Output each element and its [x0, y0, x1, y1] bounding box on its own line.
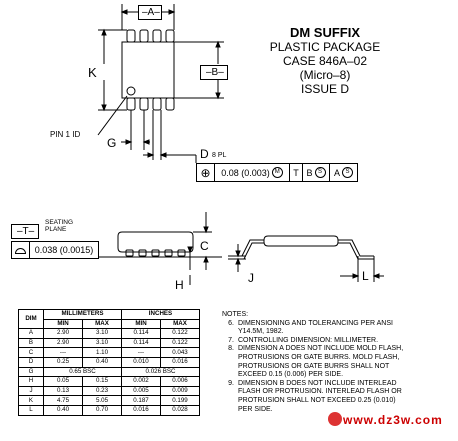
table-row: L 0.40 0.70 0.016 0.028 — [19, 405, 200, 415]
note-line: EXCEED 0.15 (0.006) PER SIDE. — [238, 371, 344, 379]
bottom-pin — [153, 98, 161, 110]
rfs-modifier-icon: S — [315, 167, 326, 178]
table-row: K 4.75 5.05 0.187 0.199 — [19, 396, 200, 406]
table-subheader-row — [19, 319, 200, 329]
dimensions-table — [18, 309, 200, 416]
watermark-logo-icon — [328, 412, 342, 426]
flatness-frame — [11, 241, 99, 259]
note-line: FLASH OR PROTRUSION. INTERLEAD FLASH OR — [238, 388, 402, 396]
top-pin — [127, 30, 135, 42]
dim-h-label: H — [175, 278, 184, 292]
table-row: D 0.25 0.40 0.010 0.016 — [19, 357, 200, 367]
note-line: 7. CONTROLLING DIMENSION: MILLIMETER. — [228, 336, 379, 344]
datum-t-box — [11, 224, 39, 239]
col-dim-header: DIM — [19, 310, 44, 329]
flatness-value: 0.038 (0.0015) — [29, 242, 98, 258]
table-header-row — [19, 310, 200, 320]
dim-l-label: L — [362, 269, 369, 283]
table-row: J 0.13 0.23 0.005 0.009 — [19, 386, 200, 396]
col-mm-header: MILLIMETERS — [44, 310, 122, 320]
note-line: Y14.5M, 1982. — [238, 328, 284, 336]
mmc-modifier-icon: M — [272, 167, 283, 178]
datum-b-ref: B — [306, 167, 313, 178]
note-line: PROTRUSIONS OR GATE BURRS. MOLD FLASH, — [238, 353, 400, 361]
datum-a-label: –A– — [142, 7, 160, 18]
dim-g-label: G — [107, 136, 117, 150]
pin1-id-label: PIN 1 ID — [50, 130, 81, 139]
dim-c-label: C — [200, 239, 209, 253]
dim-j-label: J — [248, 271, 254, 285]
case-number: CASE 846A–02 — [282, 54, 368, 68]
package-type: PLASTIC PACKAGE — [269, 40, 381, 54]
note-line: PROTRUSIONS OR GATE BURRS SHALL NOT — [238, 362, 390, 370]
rfs-modifier-icon: S — [342, 167, 353, 178]
datum-t-ref: T — [289, 164, 302, 181]
table-row: H 0.05 0.15 0.002 0.006 — [19, 377, 200, 387]
note-line: 6. DIMENSIONING AND TOLERANCING PER ANSI — [228, 319, 393, 327]
side-view-body — [118, 232, 193, 252]
note-line: 8. DIMENSION A DOES NOT INCLUDE MOLD FLASH, — [228, 345, 404, 353]
package-title-block — [250, 26, 400, 96]
dim-k-label: K — [88, 65, 97, 80]
bottom-pin — [127, 98, 135, 110]
table-row: B 2.90 3.10 0.114 0.122 — [19, 338, 200, 348]
dim-d-label: D — [200, 147, 209, 161]
bottom-pin — [166, 98, 174, 110]
col-in-header: INCHES — [122, 310, 200, 320]
position-tolerance-frame — [196, 163, 358, 182]
datum-b-label: –B– — [206, 67, 224, 78]
datum-a-box — [138, 5, 162, 20]
note-line: PER SIDE. — [238, 405, 273, 413]
top-pin — [153, 30, 161, 42]
notes-block — [222, 311, 403, 414]
top-view-body — [122, 42, 174, 98]
datum-b-box — [200, 65, 228, 80]
dim-d-count: 8 PL — [212, 152, 227, 159]
end-view-body — [264, 236, 338, 246]
seating-plane-label: SEATING PLANE — [45, 219, 74, 233]
position-tolerance-value: 0.08 (0.003) — [221, 167, 270, 178]
col-mm-min: MIN — [44, 319, 83, 329]
table-row: A 2.90 3.10 0.114 0.122 — [19, 329, 200, 339]
col-in-min: MIN — [122, 319, 161, 329]
flatness-icon — [15, 247, 26, 254]
bottom-pin — [140, 98, 148, 110]
position-icon: ⊕ — [200, 165, 211, 180]
top-pin — [166, 30, 174, 42]
table-row: C --- 1.10 --- 0.043 — [19, 348, 200, 358]
datum-t-label: –T– — [17, 226, 35, 237]
package-name: (Micro–8) — [299, 68, 351, 82]
table-row: G 0.65 BSC 0.026 BSC — [19, 367, 200, 377]
datum-a-ref: A — [333, 167, 340, 178]
note-line: 9. DIMENSION B DOES NOT INCLUDE INTERLEAD — [228, 379, 397, 387]
watermark-text: www.dz3w.com — [343, 413, 443, 427]
note-line: PROTRUSION SHALL NOT EXCEED 0.25 (0.010) — [238, 396, 396, 404]
col-mm-max: MAX — [83, 319, 122, 329]
col-in-max: MAX — [161, 319, 200, 329]
notes-heading: NOTES: — [222, 311, 249, 318]
issue-label: ISSUE D — [300, 82, 349, 96]
suffix-title: DM SUFFIX — [289, 25, 361, 40]
top-pin — [140, 30, 148, 42]
